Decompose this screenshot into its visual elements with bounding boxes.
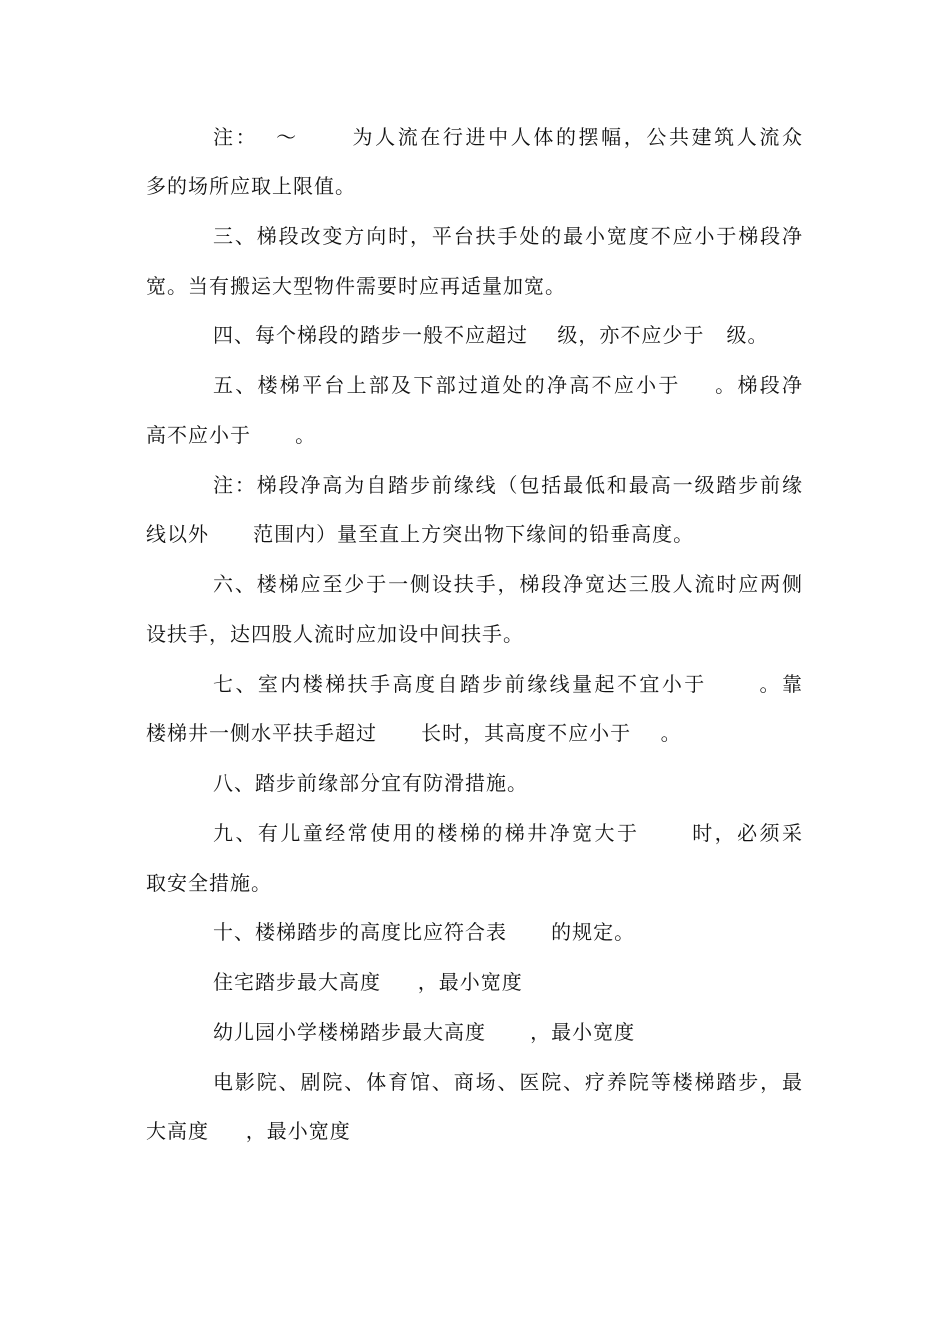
paragraph-note-2-line-1: 注：梯段净高为自踏步前缘线（包括最低和最高一级踏步前缘	[213, 473, 803, 497]
paragraph-note-2-line-2: 线以外 范围内）量至直上方突出物下缘间的铅垂高度。	[146, 522, 695, 546]
paragraph-note-1-line-2: 多的场所应取上限值。	[146, 174, 356, 198]
paragraph-item-5-line-2: 高不应小于 。	[146, 423, 317, 447]
paragraph-item-6-line-2: 设扶手，达四股人流时应加设中间扶手。	[146, 622, 524, 646]
paragraph-item-5-line-1: 五、楼梯平台上部及下部过道处的净高不应小于 。梯段净	[213, 373, 803, 397]
paragraph-residential-line-1: 住宅踏步最大高度 ，最小宽度	[213, 970, 523, 994]
paragraph-public-line-2: 大高度 ，最小宽度	[146, 1119, 351, 1143]
paragraph-item-9-line-1: 九、有儿童经常使用的楼梯的梯井净宽大于 时，必须采	[213, 821, 803, 845]
paragraph-item-7-line-1: 七、室内楼梯扶手高度自踏步前缘线量起不宜小于 。靠	[213, 672, 803, 696]
paragraph-item-4-line-1: 四、每个梯段的踏步一般不应超过 级，亦不应少于 级。	[213, 323, 769, 347]
paragraph-item-3-line-1: 三、梯段改变方向时，平台扶手处的最小宽度不应小于梯段净	[213, 224, 803, 248]
paragraph-item-3-line-2: 宽。当有搬运大型物件需要时应再适量加宽。	[146, 274, 566, 298]
paragraph-kindergarten-line-1: 幼儿园小学楼梯踏步最大高度 ，最小宽度	[213, 1020, 636, 1044]
paragraph-item-6-line-1: 六、楼梯应至少于一侧设扶手，梯段净宽达三股人流时应两侧	[213, 572, 803, 596]
paragraph-item-8-line-1: 八、踏步前缘部分宜有防滑措施。	[213, 771, 528, 795]
paragraph-item-7-line-2: 楼梯井一侧水平扶手超过 长时，其高度不应小于 。	[146, 721, 682, 745]
paragraph-note-1-line-1: 注： ～ 为人流在行进中人体的摆幅，公共建筑人流众	[213, 125, 803, 149]
paragraph-item-9-line-2: 取安全措施。	[146, 871, 272, 895]
paragraph-item-10-line-1: 十、楼梯踏步的高度比应符合表 的规定。	[213, 920, 636, 944]
paragraph-public-line-1: 电影院、剧院、体育馆、商场、医院、疗养院等楼梯踏步，最	[213, 1070, 803, 1094]
